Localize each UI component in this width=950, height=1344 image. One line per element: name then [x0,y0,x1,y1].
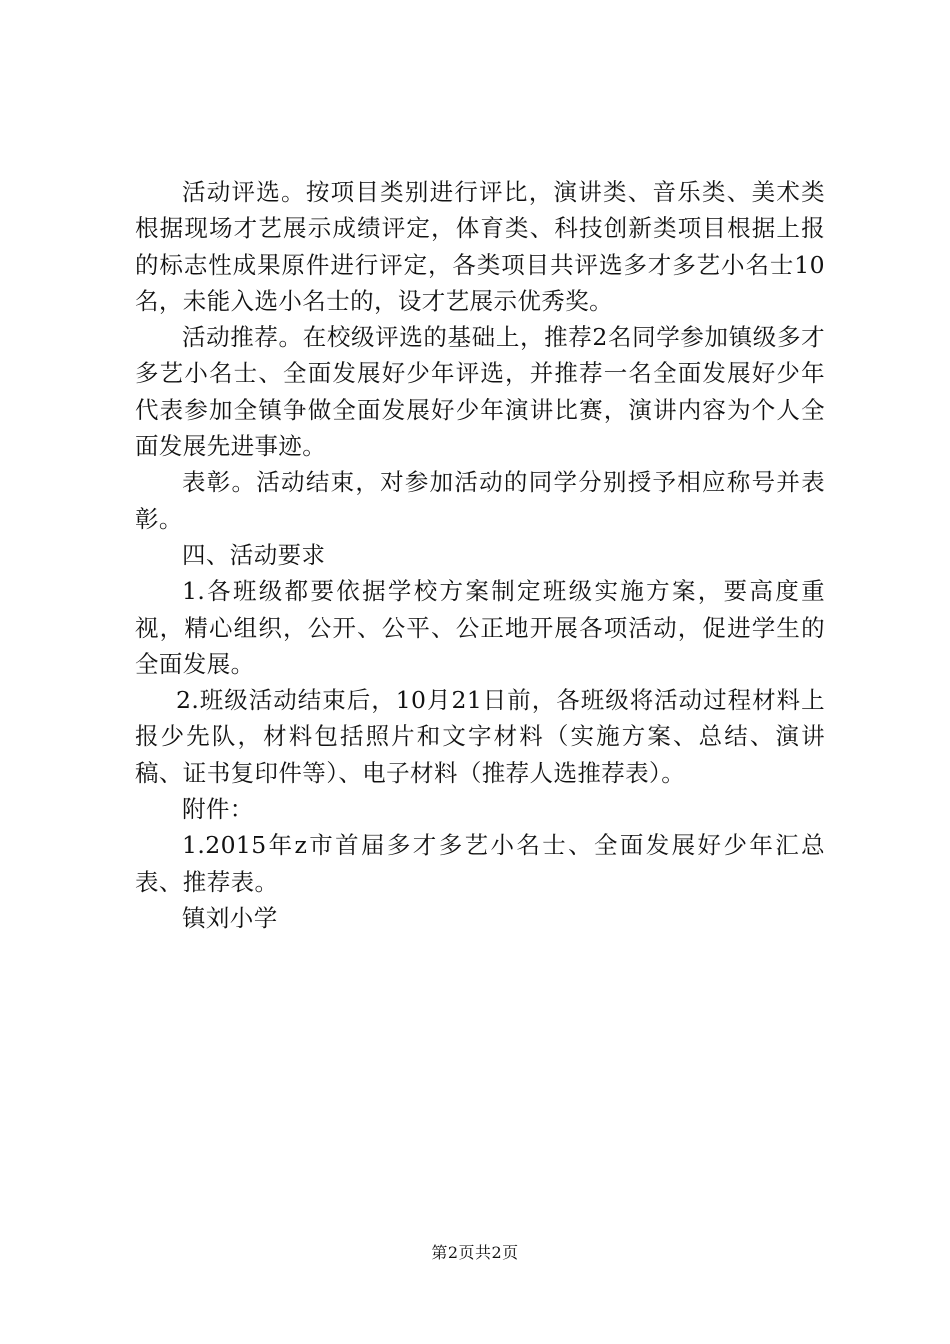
paragraph-activity-selection: 活动评选。按项目类别进行评比，演讲类、音乐类、美术类根据现场才艺展示成绩评定，体育类、科技创新类项目根据上报的标志性成果原件进行评定，各类项目共评选多才多艺小名士10名，未能入选小名士的，设才艺展示优秀奖。 [135,178,825,315]
attachment-heading: 附件： [182,795,254,824]
attachment-item-1: 1.2015年z市首届多才多艺小名士、全面发展好少年汇总表、推荐表。 [135,831,825,896]
paragraph-commendation: 表彰。活动结束，对参加活动的同学分别授予相应称号并表彰。 [135,468,825,533]
signature-school-name: 镇刘小学 [182,903,278,932]
paragraph-requirement-2: 2.班级活动结束后，10月21日前，各班级将活动过程材料上报少先队，材料包括照片和文字材料（实施方案、总结、演讲稿、证书复印件等）、电子材料（推荐人选推荐表）。 [135,686,825,787]
section-heading-requirements: 四、活动要求 [182,540,326,569]
page-number-total: 共2页 [475,1243,519,1262]
page-footer [0,1242,950,1264]
page-number-current: 第2页 [431,1243,475,1262]
paragraph-requirement-1: 1.各班级都要依据学校方案制定班级实施方案，要高度重视，精心组织，公开、公平、公正地开展各项活动，促进学生的全面发展。 [135,577,825,678]
paragraph-activity-recommendation: 活动推荐。在校级评选的基础上，推荐2名同学参加镇级多才多艺小名士、全面发展好少年评选，并推荐一名全面发展好少年代表参加全镇争做全面发展好少年演讲比赛，演讲内容为个人全面发展先进事迹。 [135,323,825,461]
document-body [135,174,825,936]
